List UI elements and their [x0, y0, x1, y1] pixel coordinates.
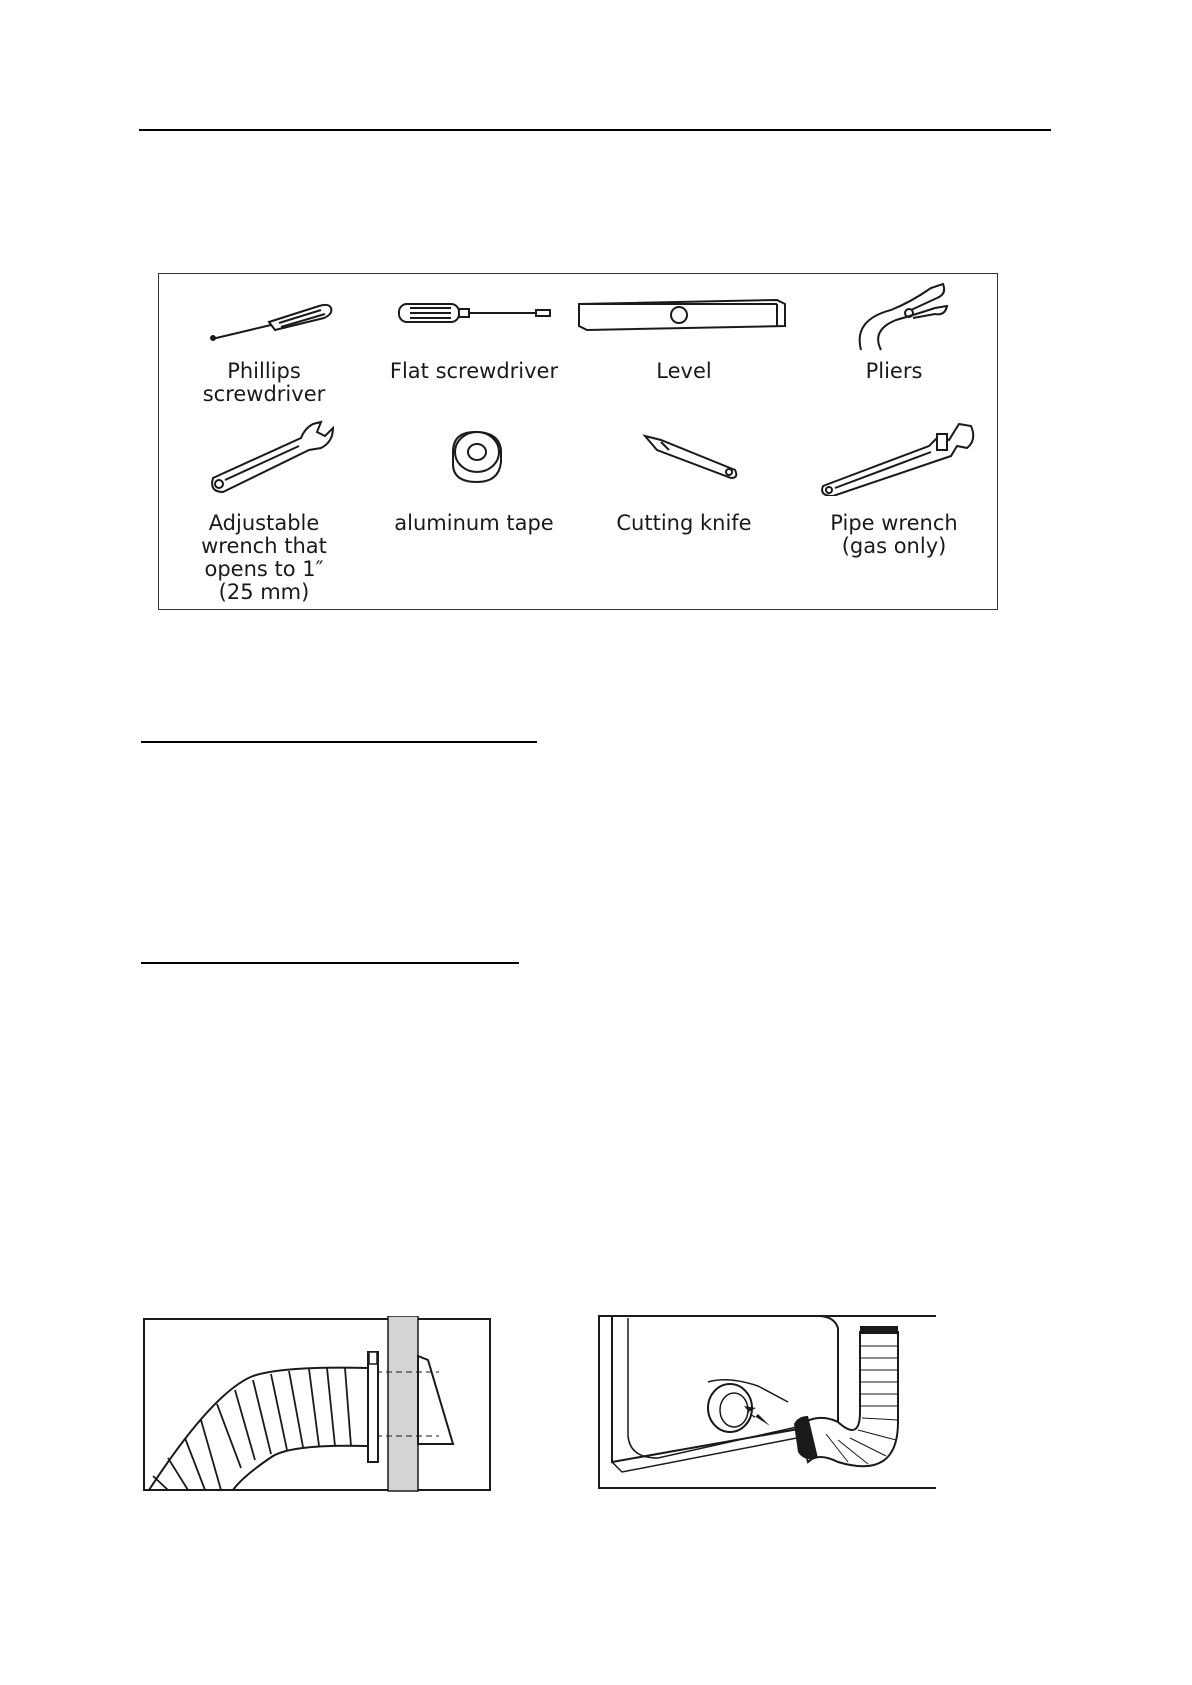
level-icon	[577, 296, 789, 332]
section-rule-1	[141, 741, 537, 743]
tool-label-phillips-screwdriver: Phillips screwdriver	[202, 359, 326, 406]
pliers-icon	[851, 280, 951, 352]
cutting-knife-icon	[641, 432, 741, 482]
dryer-exhaust-connection-illustration	[598, 1312, 938, 1492]
flat-screwdriver-icon	[396, 299, 556, 329]
tool-label-level: Level	[656, 359, 712, 383]
phillips-screwdriver-icon	[209, 292, 339, 342]
tool-label-adjustable-wrench: Adjustable wrench that opens to 1″ (25 mm)	[201, 511, 327, 604]
section-rule-2	[141, 962, 519, 964]
tool-label-aluminum-tape: aluminum tape	[394, 511, 554, 535]
wall-vent-duct-illustration	[143, 1316, 493, 1492]
header-rule	[139, 129, 1051, 131]
tool-label-flat-screwdriver: Flat screwdriver	[389, 359, 559, 383]
adjustable-wrench-icon	[205, 418, 335, 494]
tool-label-pipe-wrench: Pipe wrench (gas only)	[830, 511, 958, 558]
tool-label-pliers: Pliers	[865, 359, 923, 383]
aluminum-tape-icon	[449, 430, 509, 484]
tools-panel	[158, 273, 998, 610]
pipe-wrench-icon	[819, 416, 979, 496]
tool-label-cutting-knife: Cutting knife	[616, 511, 752, 535]
